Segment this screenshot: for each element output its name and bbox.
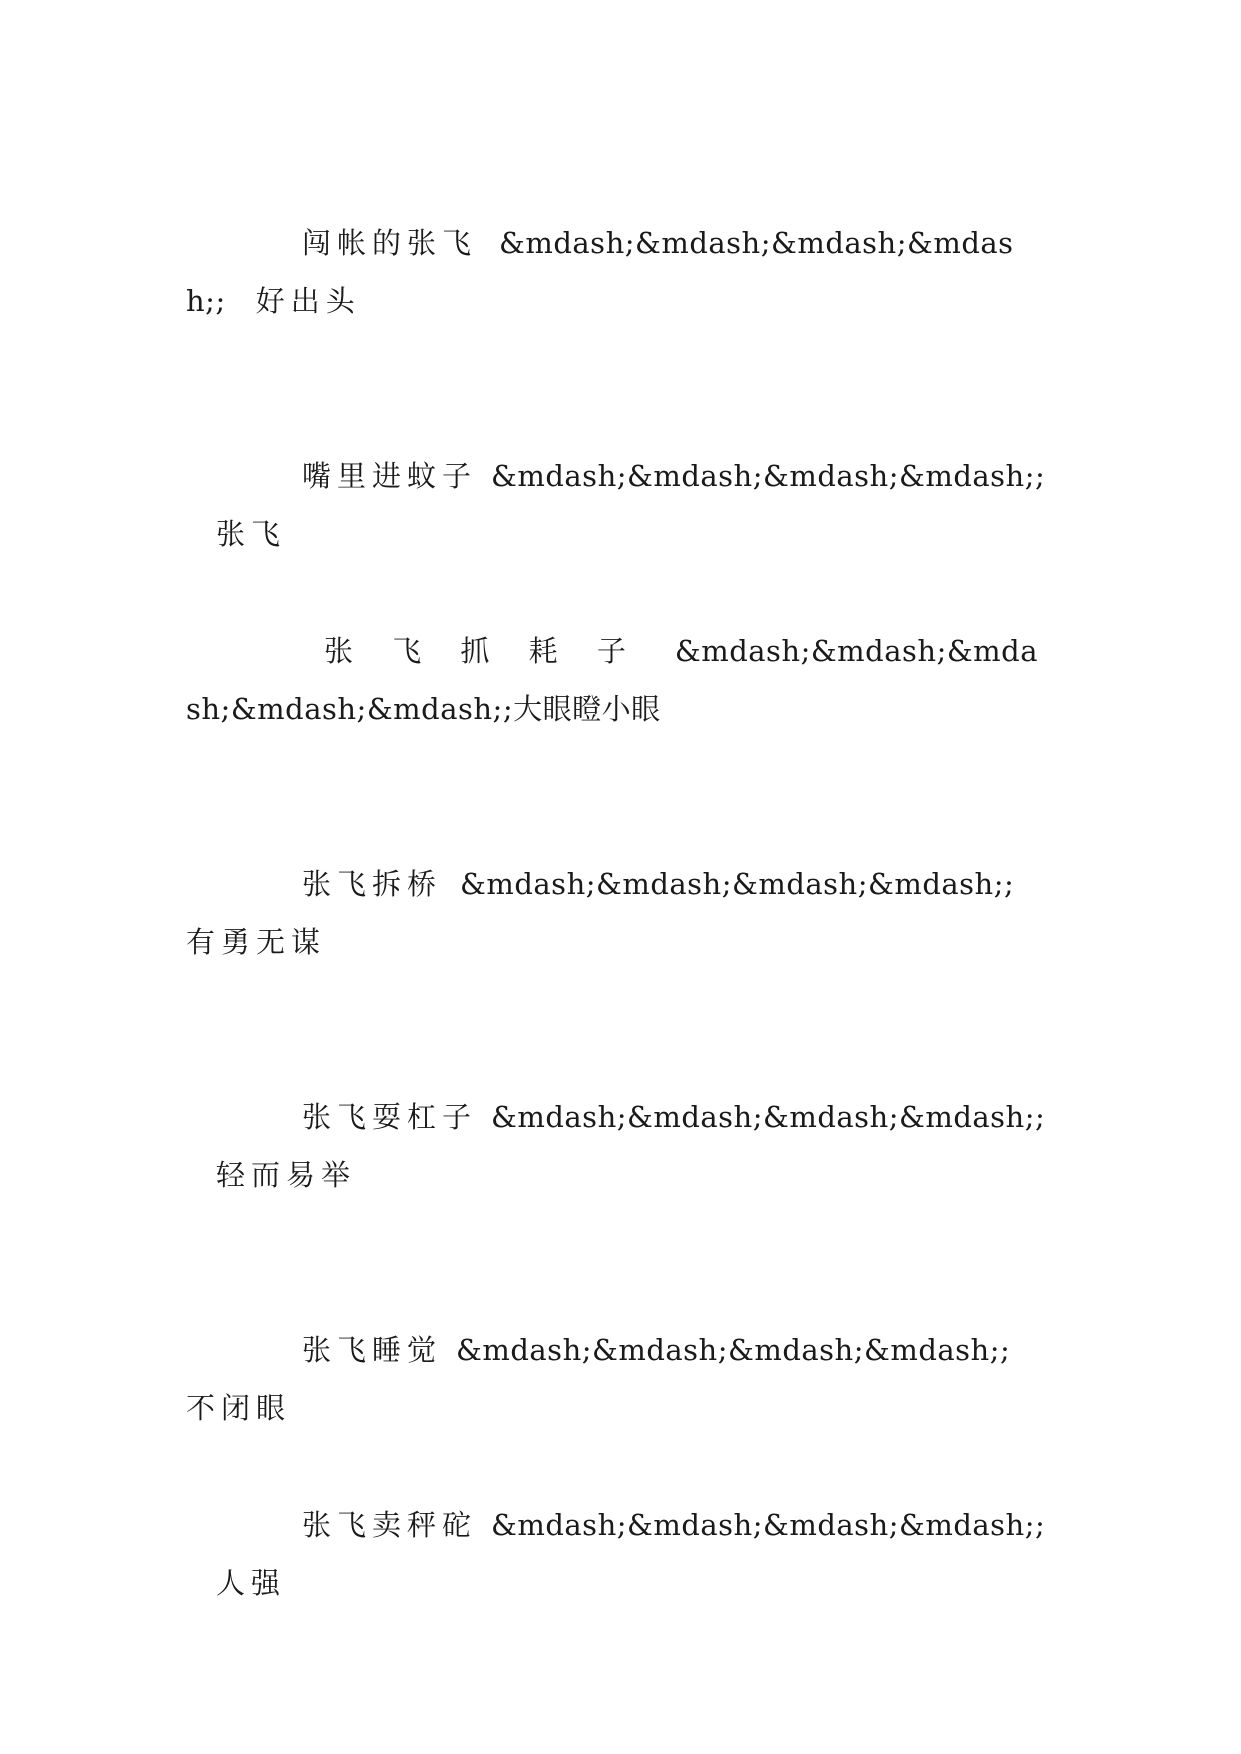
xiehouyu-line-1 [186,214,1046,330]
xiehouyu-line-6 [186,1321,1046,1437]
line-dashes: &mdash;&mdash;&mdash;&mdash;; [491,1508,1046,1542]
line-head: 张 飞 抓 耗 子 [324,634,641,668]
line-head: 张飞耍杠子 [302,1100,478,1134]
xiehouyu-line-4 [186,855,1046,971]
xiehouyu-line-7 [186,1496,1046,1612]
xiehouyu-line-5 [186,1088,1046,1204]
line-dashes: &mdash;&mdash;&mdash;&mdash;; [186,226,1014,318]
line-tail: 人强 [216,1566,287,1600]
line-head: 张飞睡觉 [302,1333,443,1367]
line-dashes: &mdash;&mdash;&mdash;&mdash;; [460,867,1015,901]
line-dashes: &mdash;&mdash;&mdash;&mdash;&mdash; [186,634,1039,726]
line-head: 张飞拆桥 [302,867,443,901]
line-dashes: &mdash;&mdash;&mdash;&mdash;; [491,459,1046,493]
line-dashes: &mdash;&mdash;&mdash;&mdash;; [456,1333,1011,1367]
line-tail: 好出头 [255,284,361,318]
line-tail: 轻而易举 [216,1158,357,1192]
line-head: 闯帐的张飞 [302,226,478,260]
line-tail: ;大眼瞪小眼 [502,692,661,726]
xiehouyu-line-3 [186,622,1046,738]
line-head: 张飞卖秤砣 [302,1508,478,1542]
line-tail: 张飞 [216,517,287,551]
xiehouyu-line-2 [186,447,1046,563]
line-dashes: &mdash;&mdash;&mdash;&mdash;; [491,1100,1046,1134]
line-tail: 有勇无谋 [186,925,327,959]
line-tail: 不闭眼 [186,1391,292,1425]
line-head: 嘴里进蚊子 [302,459,478,493]
